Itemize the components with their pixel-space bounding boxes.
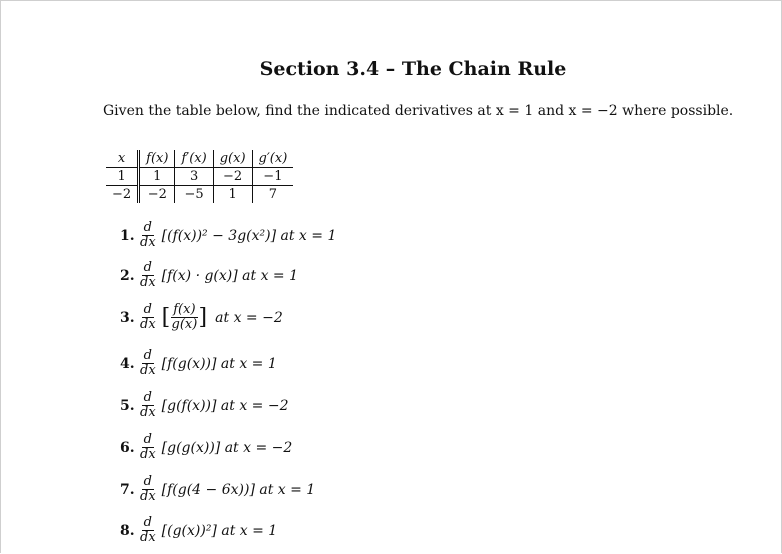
table-header-row	[106, 150, 293, 168]
values-table	[106, 150, 293, 203]
problem-number: 5.	[120, 397, 135, 414]
problem-1	[120, 221, 336, 250]
table-row	[106, 168, 293, 186]
derivative-bottom: dx	[140, 405, 156, 420]
derivative-top: d	[143, 515, 152, 530]
table-cell: 7	[252, 186, 293, 204]
right-bracket: ]	[198, 304, 208, 330]
table-cell: −2	[106, 186, 139, 204]
problem-expression: [g(g(x))] at x = −2	[161, 439, 293, 456]
problem-expression: [f(g(4 − 6x))] at x = 1	[161, 481, 316, 498]
problem-7	[120, 475, 315, 504]
table-cell: 3	[175, 168, 213, 186]
derivative-top: d	[143, 390, 152, 405]
table-cell: 1	[117, 169, 126, 184]
problem-8	[120, 516, 277, 545]
problem-number: 4.	[120, 355, 135, 372]
problem-4	[120, 349, 277, 378]
problem-number: 1.	[120, 227, 135, 244]
problem-2	[120, 261, 298, 290]
derivative-top: d	[143, 220, 152, 235]
table-cell: 1	[139, 168, 175, 186]
table-cell: 1	[213, 186, 252, 204]
derivative-bottom: dx	[140, 447, 156, 462]
table-cell: −5	[175, 186, 213, 204]
problem-number: 8.	[120, 522, 135, 539]
derivative-operator	[140, 475, 156, 504]
table-header: g′(x)	[252, 150, 293, 168]
problem-6	[120, 433, 292, 462]
problem-expression: at x = −2	[215, 309, 283, 326]
derivative-bottom: dx	[140, 317, 156, 332]
problem-expression: [g(f(x))] at x = −2	[161, 397, 289, 414]
quotient-numerator: f(x)	[173, 302, 196, 317]
section-title: Section 3.4 – The Chain Rule	[259, 58, 567, 80]
problem-number: 3.	[120, 309, 135, 326]
problem-expression: [(g(x))²] at x = 1	[161, 522, 278, 539]
derivative-operator	[140, 516, 156, 545]
intro-text: Given the table below, find the indicated derivatives at x = 1 and x = −2 where possible.	[103, 103, 734, 119]
derivative-bottom: dx	[140, 363, 156, 378]
left-bracket: [	[161, 304, 171, 330]
derivative-operator	[140, 433, 156, 462]
table-header: f(x)	[139, 150, 175, 168]
derivative-operator	[140, 349, 156, 378]
problem-number: 7.	[120, 481, 135, 498]
problem-number: 2.	[120, 267, 135, 284]
derivative-top: d	[143, 474, 152, 489]
derivative-operator	[140, 221, 156, 250]
derivative-bottom: dx	[140, 235, 156, 250]
derivative-top: d	[143, 432, 152, 447]
quotient-denominator: g(x)	[171, 317, 198, 332]
derivative-bottom: dx	[140, 530, 156, 545]
derivative-top: d	[143, 260, 152, 275]
derivative-operator	[140, 391, 156, 420]
problem-expression: [f(x) · g(x)] at x = 1	[161, 267, 299, 284]
derivative-operator	[140, 303, 156, 332]
table-cell: −2	[213, 168, 252, 186]
problem-number: 6.	[120, 439, 135, 456]
derivative-top: d	[143, 348, 152, 363]
problem-expression: [(f(x))² − 3g(x²)] at x = 1	[161, 227, 337, 244]
table-header: x	[106, 150, 139, 168]
table-header: f′(x)	[175, 150, 213, 168]
table-header: g(x)	[213, 150, 252, 168]
problem-5	[120, 391, 289, 420]
problem-expression: [f(g(x))] at x = 1	[161, 355, 277, 372]
table-cell: −1	[252, 168, 293, 186]
derivative-bottom: dx	[140, 275, 156, 290]
quotient	[171, 303, 197, 332]
table-row	[106, 186, 293, 204]
derivative-top: d	[143, 302, 152, 317]
derivative-bottom: dx	[140, 489, 156, 504]
table-cell: −2	[139, 186, 175, 204]
problem-3	[120, 303, 283, 332]
derivative-operator	[140, 261, 156, 290]
